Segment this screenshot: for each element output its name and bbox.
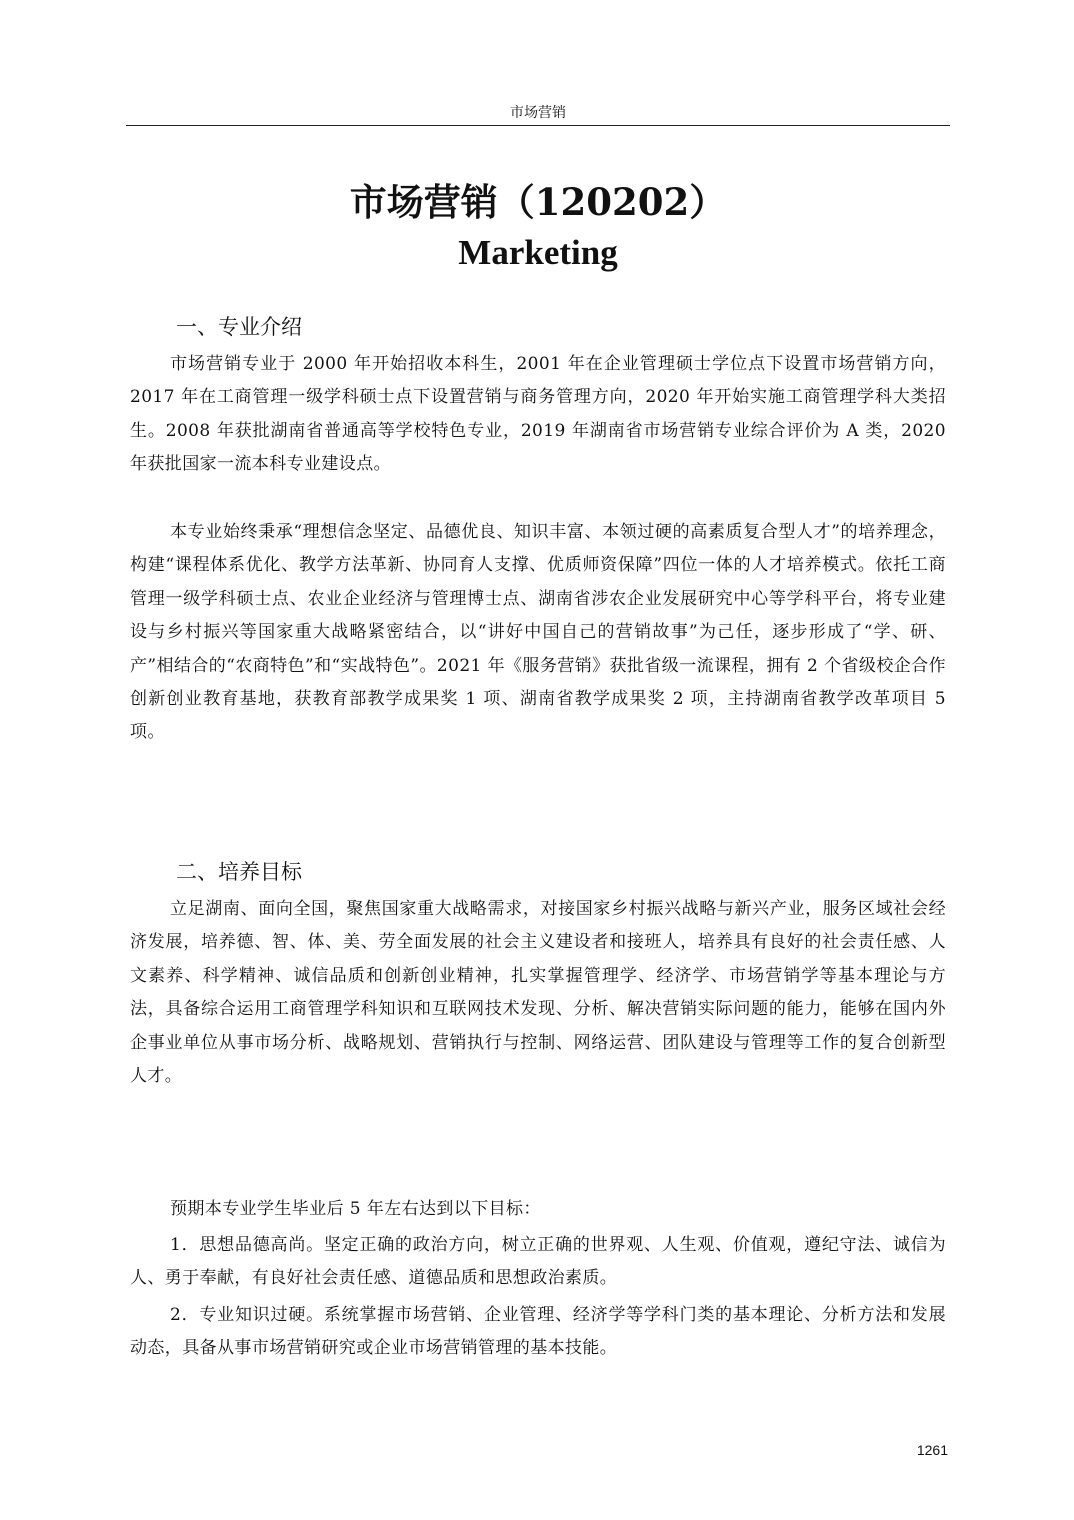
section-heading-objectives: 二、培养目标 [176,860,302,884]
paragraph-introduction-1: 市场营销专业于 2000 年开始招收本科生，2001 年在企业管理硕士学位点下设置市场营销方向，2017 年在工商管理一级学科硕士点下设置营销与商务管理方向，2020 年开始实施工商管理学科大类招生。2008 年获批湖南省普通高等学校特色专业，2019 年湖南省市场营销专业综合评价为 A 类，2020 年获批国家一流本科专业建设点。 [130,354,946,475]
paragraph-objectives-2: 预期本专业学生毕业后 5 年左右达到以下目标： [170,1199,541,1219]
paragraph-introduction-2: 本专业始终秉承“理想信念坚定、品德优良、知识丰富、本领过硬的高素质复合型人才”的培养理念，构建“课程体系优化、教学方法革新、协同育人支撑、优质师资保障”四位一体的人才培养模式。依托工商管理一级学科硕士点、农业企业经济与管理博士点、湖南省涉农企业发展研究中心等学科平台，将专业建设与乡村振兴等国家重大战略紧密结合，以“讲好中国自己的营销故事”为己任，逐步形成了“学、研、产”相结合的“农商特色”和“实战特色”。2021 年《服务营销》获批省级一流课程，拥有 2 个省级校企合作创新创业教育基地，获教育部教学成果奖 1 项、湖南省教学成果奖 2 项，主持湖南省教学改革项目 5 项。 [130,522,946,743]
page-title-chinese: 市场营销（120202） [349,180,727,224]
header-rule [126,125,950,126]
paragraph-objectives-3: 1．思想品德高尚。坚定正确的政治方向，树立正确的世界观、人生观、价值观，遵纪守法、诚信为人、勇于奉献，有良好社会责任感、道德品质和思想政治素质。 [130,1235,946,1289]
paragraph-objectives-1: 立足湖南、面向全国，聚焦国家重大战略需求，对接国家乡村振兴战略与新兴产业，服务区域社会经济发展，培养德、智、体、美、劳全面发展的社会主义建设者和接班人，培养具有良好的社会责任感、人文素养、科学精神、诚信品质和创新创业精神，扎实掌握管理学、经济学、市场营销学等基本理论与方法，具备综合运用工商管理学科知识和互联网技术发现、分析、解决营销实际问题的能力，能够在国内外企事业单位从事市场分析、战略规划、营销执行与控制、网络运营、团队建设与管理等工作的复合创新型人才。 [130,899,946,1087]
page-title-english: Marketing [458,233,618,272]
running-header: 市场营销 [510,105,566,121]
page-number: 1261 [916,1442,948,1458]
paragraph-objectives-4: 2．专业知识过硬。系统掌握市场营销、企业管理、经济学等学科门类的基本理论、分析方法和发展动态，具备从事市场营销研究或企业市场营销管理的基本技能。 [130,1305,946,1359]
section-heading-introduction: 一、专业介绍 [176,315,302,339]
